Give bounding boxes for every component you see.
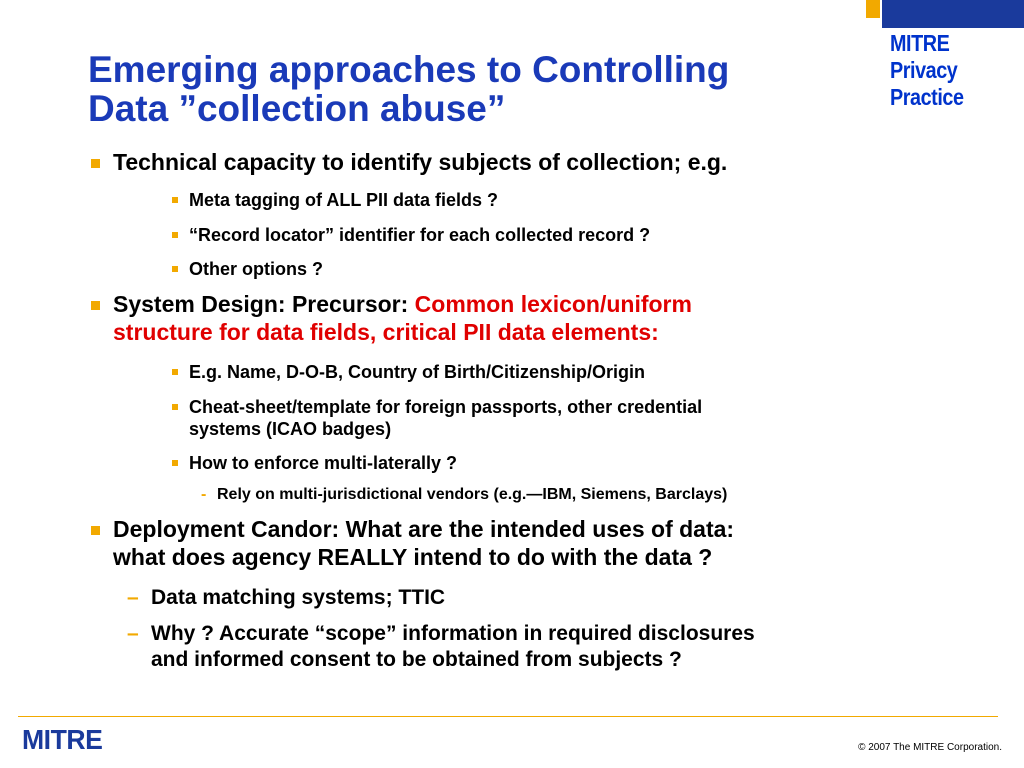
mitre-logo: MITRE [22,724,103,755]
slide-title-line-2: Data ”collection abuse” [88,88,506,129]
bullet-deployment-candor-cont: what does agency REALLY intend to do with the data ? [113,544,713,570]
bullet-system-design-emphasis: Common lexicon/uniform [414,291,692,317]
sub-sub-bullet-vendors: Rely on multi-jurisdictional vendors (e.g.—IBM, Siemens, Barclays) [217,486,728,503]
corner-accent-blue [882,0,1024,28]
practice-line-1: MITRE [890,30,950,56]
sub-bullet-other-options: Other options ? [189,259,323,279]
bullet-marker [91,159,100,168]
sub-sub-bullet-marker: - [201,486,207,503]
sub-bullet-cheat-sheet-cont: systems (ICAO badges) [189,419,392,439]
dash-item-why-accurate-cont: and informed consent to be obtained from subjects ? [151,648,682,671]
slide-title-line-1: Emerging approaches to Controlling [88,49,730,90]
sub-bullet-marker [172,404,178,410]
dash-item-data-matching: Data matching systems; TTIC [151,586,446,609]
practice-line-3: Practice [890,84,964,110]
sub-bullet-record-locator: “Record locator” identifier for each collected record ? [189,225,651,245]
corner-accent-yellow [866,0,880,18]
sub-bullet-marker [172,369,178,375]
sub-bullet-meta-tagging: Meta tagging of ALL PII data fields ? [189,190,499,210]
bullet-marker [91,301,100,310]
slide-title [88,50,868,128]
dash-marker: – [127,622,139,645]
bullet-technical-capacity: Technical capacity to identify subjects of collection; e.g. [113,149,728,175]
mitre-privacy-practice-label [890,30,993,111]
bullet-marker [91,526,100,535]
practice-line-2: Privacy [890,57,958,83]
bullet-deployment-candor: Deployment Candor: What are the intended uses of data: [113,516,735,542]
sub-bullet-marker [172,232,178,238]
dash-item-why-accurate: Why ? Accurate “scope” information in required disclosures [151,622,755,645]
sub-bullet-enforce: How to enforce multi-laterally ? [189,453,458,473]
sub-bullet-marker [172,460,178,466]
bullet-system-design-lead: System Design: Precursor: [113,291,415,317]
sub-bullet-cheat-sheet: Cheat-sheet/template for foreign passports, other credential [189,397,703,417]
footer-divider [18,716,998,717]
bullet-system-design-emphasis-cont: structure for data fields, critical PII data elements: [113,319,659,345]
copyright-notice: © 2007 The MITRE Corporation. [858,742,1002,753]
sub-bullet-marker [172,266,178,272]
sub-bullet-eg-name: E.g. Name, D-O-B, Country of Birth/Citizenship/Origin [189,362,646,382]
sub-bullet-marker [172,197,178,203]
bullet-system-design [113,291,692,318]
dash-marker: – [127,586,139,609]
